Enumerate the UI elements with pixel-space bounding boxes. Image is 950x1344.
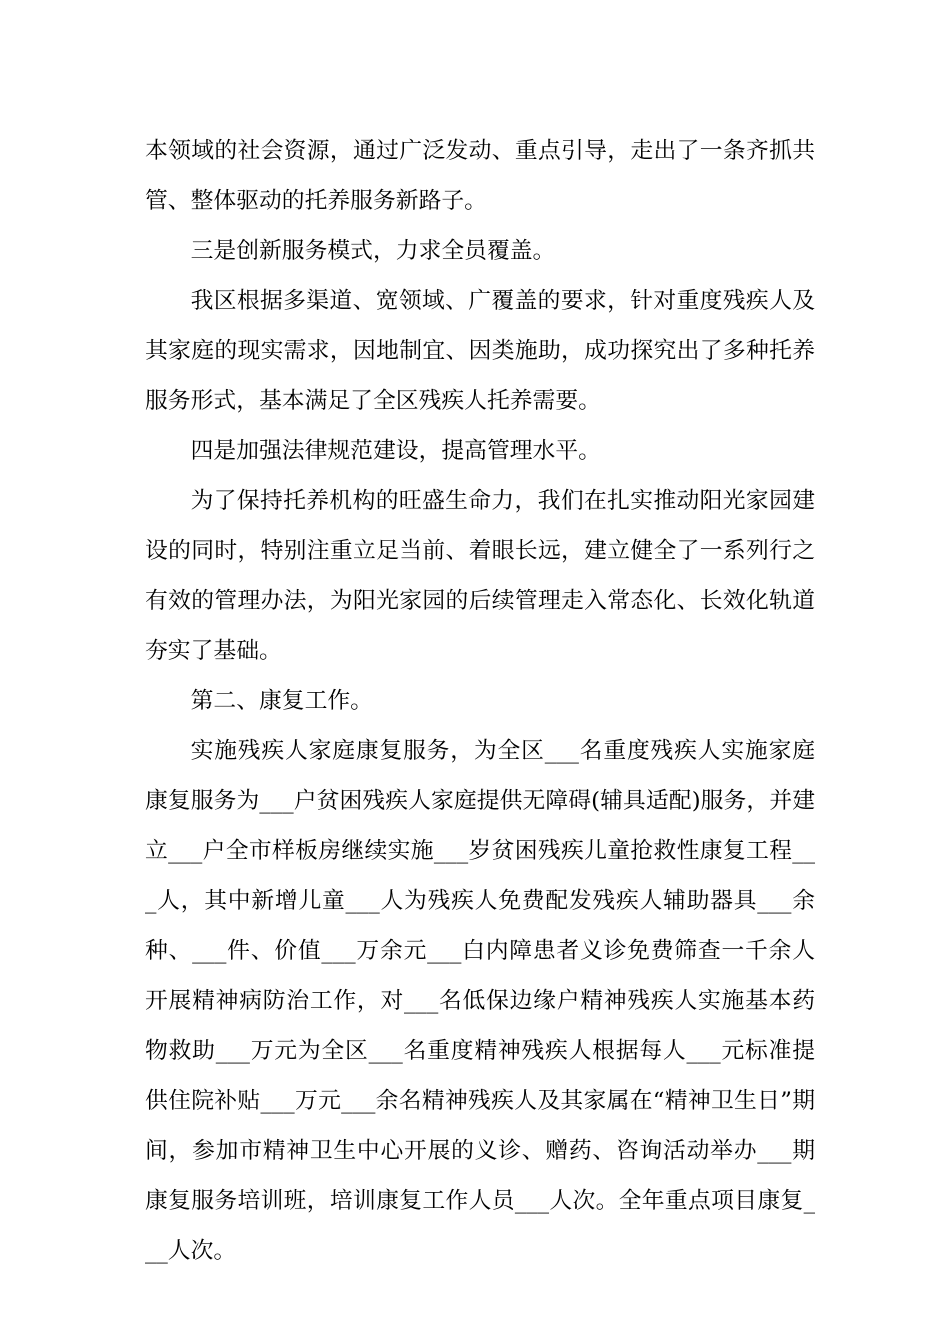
- document-page: [145, 126, 815, 1276]
- paragraph-1: 本领域的社会资源，通过广泛发动、重点引导，走出了一条齐抓共管、整体驱动的托养服务新路子。: [145, 138, 815, 214]
- paragraph-7: 实施残疾人家庭康复服务，为全区___名重度残疾人实施家庭康复服务为___户贫困残疾人家庭提供无障碍(辅具适配)服务，并建立___户全市样板房继续实施___岁贫困残疾儿童抢救性康复工程___人，其中新增儿童___人为残疾人免费配发残疾人辅助器具___余种、___件、价值___万余元___白内障患者义诊免费筛查一千余人开展精神病防治工作，对___名低保边缘户精神残疾人实施基本药物救助___万元为全区___名重度精神残疾人根据每人___元标准提供住院补贴___万元___余名精神残疾人及其家属在“精神卫生日”期间，参加市精神卫生中心开展的义诊、赠药、咨询活动举办___期康复服务培训班，培训康复工作人员___人次。全年重点项目康复___人次。: [145, 738, 815, 1264]
- paragraph-4-heading: 四是加强法律规范建设，提高管理水平。: [190, 438, 601, 464]
- paragraph-5: 为了保持托养机构的旺盛生命力，我们在扎实推动阳光家园建设的同时，特别注重立足当前、着眼长远，建立健全了一系列行之有效的管理办法，为阳光家园的后续管理走入常态化、长效化轨道夯实了基础。: [145, 488, 815, 664]
- paragraph-2-heading: 三是创新服务模式，力求全员覆盖。: [190, 238, 556, 264]
- paragraph-3: 我区根据多渠道、宽领域、广覆盖的要求，针对重度残疾人及其家庭的现实需求，因地制宜、因类施助，成功探究出了多种托养服务形式，基本满足了全区残疾人托养需要。: [145, 288, 815, 414]
- paragraph-6-heading: 第二、康复工作。: [190, 688, 373, 714]
